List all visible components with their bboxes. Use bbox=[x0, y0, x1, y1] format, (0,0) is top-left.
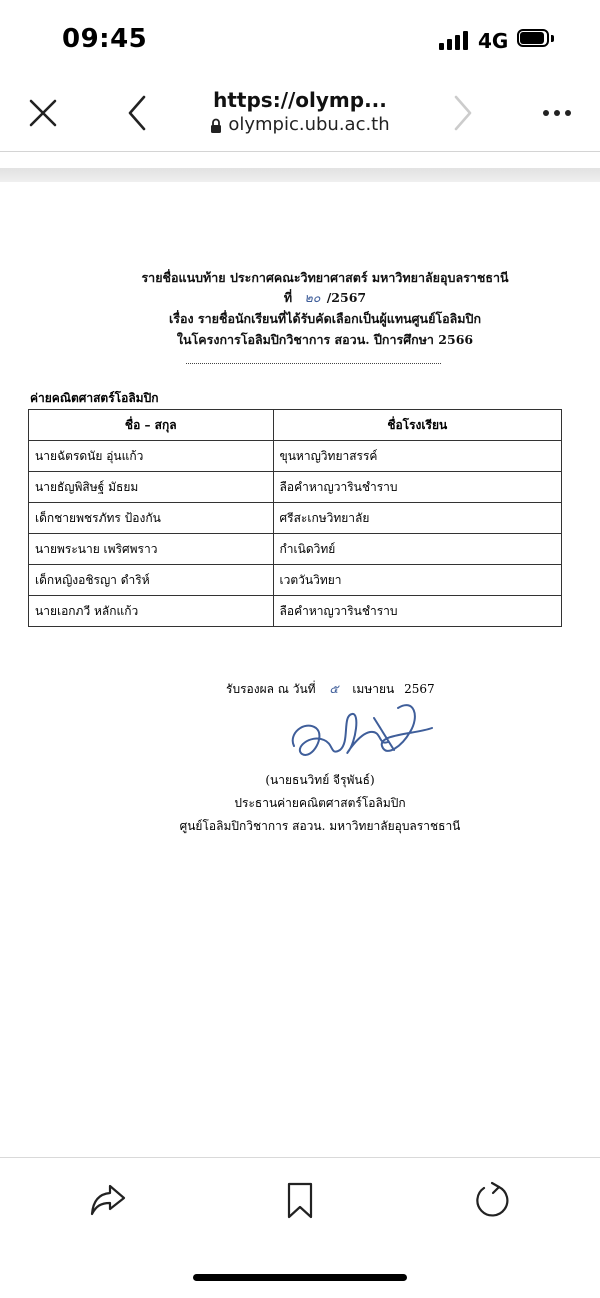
table-row bbox=[29, 472, 562, 503]
share-button[interactable] bbox=[86, 1178, 130, 1222]
cert-day: ๕ bbox=[329, 682, 339, 696]
header-line-3: เรื่อง รายชื่อนักเรียนที่ได้รับคัดเลือกเป็นผู้แทนศูนย์โอลิมปิก bbox=[168, 311, 482, 326]
nav-separator bbox=[0, 151, 600, 152]
header-line-4: ในโครงการโอลิมปิกวิชาการ สอวน. ปีการศึกษา 2566 bbox=[176, 332, 474, 347]
signer-name: (นายธนวิทย์ จีรุพันธ์) bbox=[265, 773, 375, 787]
signer-organization: ศูนย์โอลิมปิกวิชาการ สอวน. มหาวิทยาลัยอุบลราชธานี bbox=[179, 819, 461, 833]
student-name: เด็กชายพชรภัทร ป้องกัน bbox=[29, 503, 274, 534]
table-row bbox=[29, 441, 562, 472]
share-icon bbox=[86, 1178, 130, 1222]
url-host-text: olympic.ubu.ac.th bbox=[228, 114, 390, 135]
bookmark-icon bbox=[278, 1178, 322, 1222]
header-school: ชื่อโรงเรียน bbox=[273, 410, 561, 441]
handwritten-number: ๒๐ bbox=[304, 290, 321, 305]
battery-icon bbox=[517, 29, 553, 49]
header-line-1: รายชื่อแนบท้าย ประกาศคณะวิทยาศาสตร์ มหาวิทยาลัยอุบลราชธานี bbox=[141, 270, 509, 285]
school-name: ลือคำหาญวารินชำราบ bbox=[273, 596, 561, 627]
table-row bbox=[29, 596, 562, 627]
home-indicator[interactable] bbox=[193, 1274, 407, 1281]
student-name: นายพระนาย เพริศพราว bbox=[29, 534, 274, 565]
student-name: นายฉัตรดนัย อุ่นแก้ว bbox=[29, 441, 274, 472]
header-line-2 bbox=[60, 288, 590, 308]
reload-button[interactable] bbox=[470, 1178, 514, 1222]
signer-position: ประธานค่ายคณิตศาสตร์โอลิมปิก bbox=[234, 796, 406, 810]
cert-month: เมษายน bbox=[352, 682, 395, 696]
school-name: กำเนิดวิทย์ bbox=[273, 534, 561, 565]
lock-icon bbox=[210, 118, 222, 133]
more-button[interactable] bbox=[535, 91, 579, 135]
handwritten-signature bbox=[286, 694, 436, 772]
number-suffix: /2567 bbox=[326, 290, 367, 305]
status-bar bbox=[0, 0, 600, 78]
close-button[interactable] bbox=[21, 91, 65, 135]
table-row bbox=[29, 503, 562, 534]
forward-icon bbox=[440, 91, 484, 135]
forward-button[interactable] bbox=[440, 91, 484, 135]
signal-icon bbox=[439, 30, 469, 50]
reload-icon bbox=[470, 1178, 514, 1222]
header-name: ชื่อ – สกุล bbox=[29, 410, 274, 441]
table-row bbox=[29, 565, 562, 596]
url-host[interactable] bbox=[180, 114, 420, 135]
school-name: ลือคำหาญวารินชำราบ bbox=[273, 472, 561, 503]
table-header-row bbox=[29, 410, 562, 441]
camp-title: ค่ายคณิตศาสตร์โอลิมปิก bbox=[30, 391, 159, 405]
close-icon bbox=[21, 91, 65, 135]
page-top-shadow bbox=[0, 168, 600, 182]
bookmark-button[interactable] bbox=[278, 1178, 322, 1222]
browser-nav-bar bbox=[0, 78, 600, 152]
more-icon bbox=[535, 91, 579, 135]
status-time: 09:45 bbox=[62, 24, 148, 54]
back-icon bbox=[116, 91, 160, 135]
dotted-divider bbox=[186, 363, 441, 364]
school-name: เวตวันวิทยา bbox=[273, 565, 561, 596]
url-title[interactable]: https://olymp... bbox=[213, 88, 387, 112]
school-name: ศรีสะเกษวิทยาลัย bbox=[273, 503, 561, 534]
table-row bbox=[29, 534, 562, 565]
network-type: 4G bbox=[478, 29, 509, 53]
number-prefix: ที่ bbox=[283, 290, 293, 305]
document-page bbox=[0, 182, 600, 1157]
cert-year: 2567 bbox=[404, 682, 435, 696]
cert-prefix: รับรองผล ณ วันที่ bbox=[226, 682, 316, 696]
school-name: ขุนหาญวิทยาสรรค์ bbox=[273, 441, 561, 472]
student-name: นายธัญพิสิษฐ์ มัธยม bbox=[29, 472, 274, 503]
student-table bbox=[28, 409, 562, 627]
student-name: นายเอกภวี หลักแก้ว bbox=[29, 596, 274, 627]
student-name: เด็กหญิงอชิรญา ดำริห์ bbox=[29, 565, 274, 596]
back-button[interactable] bbox=[116, 91, 160, 135]
